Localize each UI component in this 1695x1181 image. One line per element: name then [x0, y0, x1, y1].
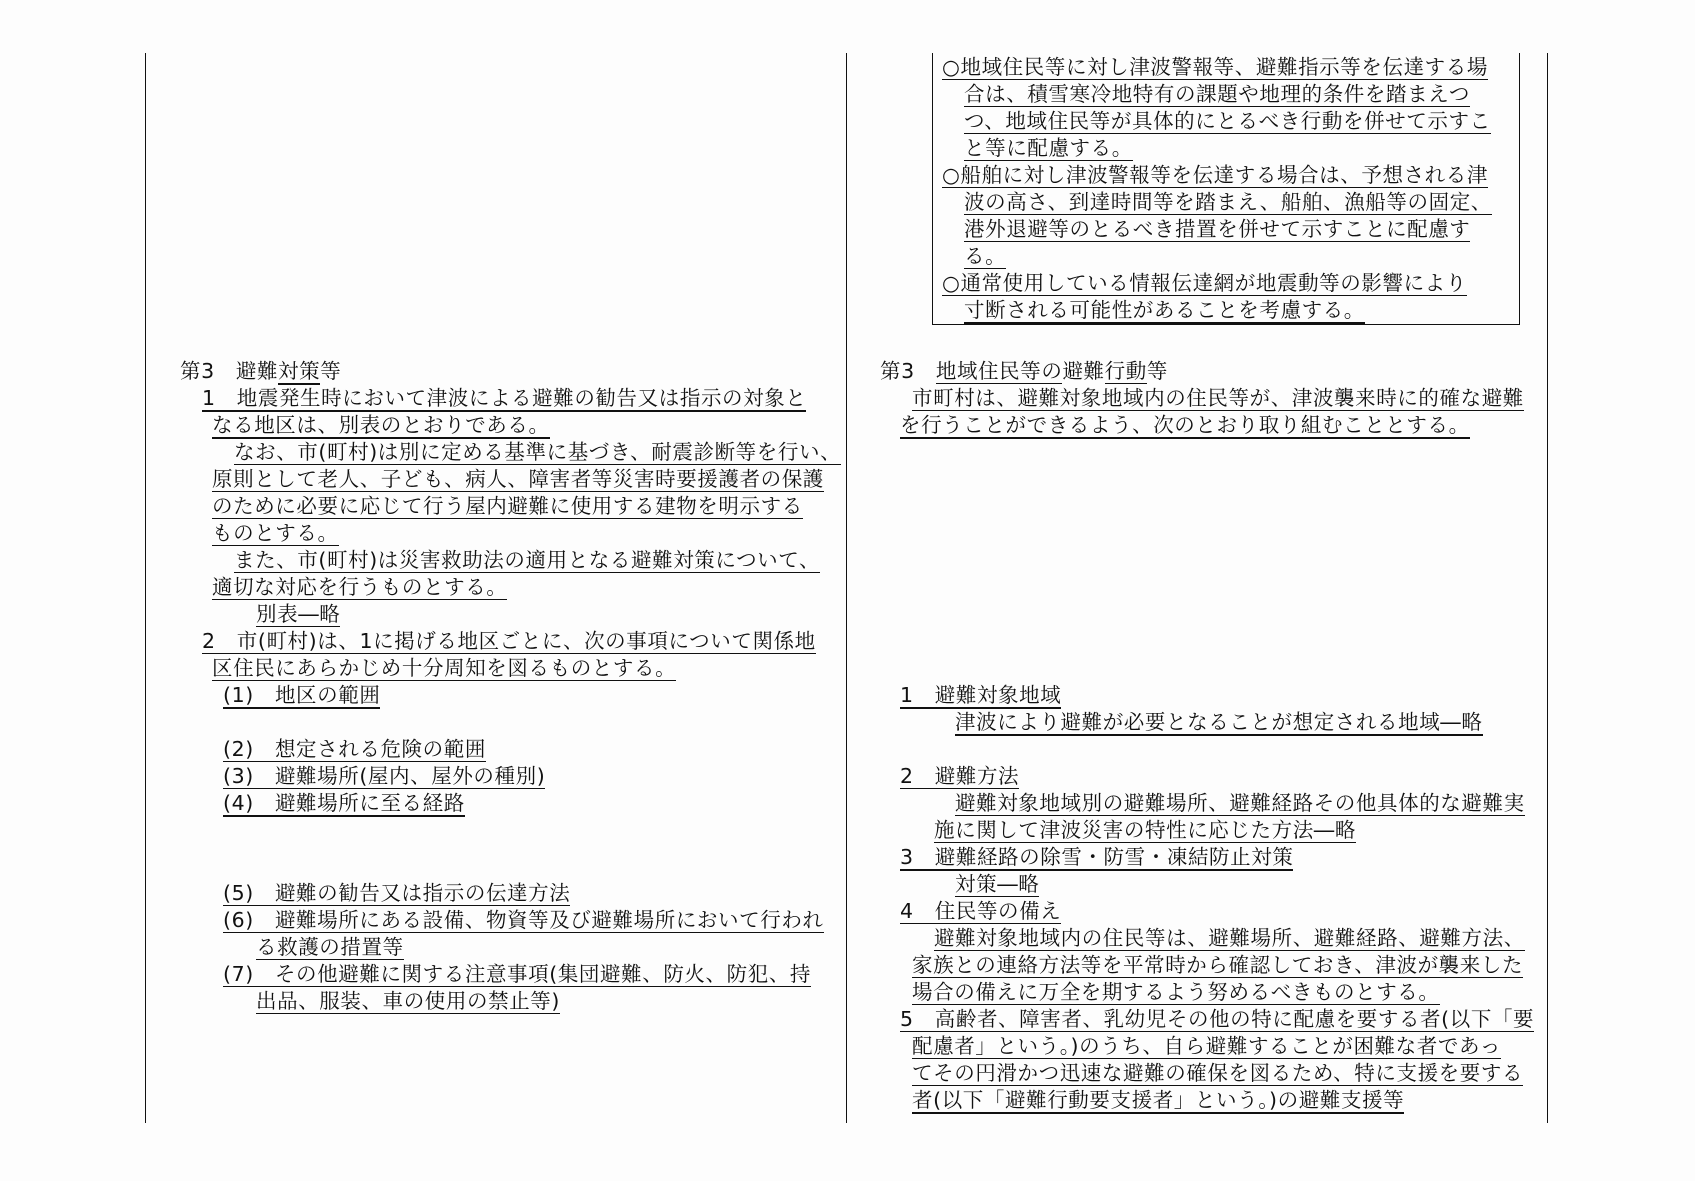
text-line: 2 市(町村)は、1に掲げる地区ごとに、次の事項について関係地 [202, 629, 816, 653]
text-line: (4) 避難場所に至る経路 [223, 791, 465, 815]
text-line: 者(以下「避難行動要支援者」という。)の避難支援等 [912, 1088, 1405, 1112]
text-line: を行うことができるよう、次のとおり取り組むこととする。 [900, 413, 1470, 437]
text-line: 4 住民等の備え [900, 899, 1062, 923]
text-line: 港外退避等のとるべき措置を併せて示すことに配慮す [964, 217, 1471, 241]
text-line: 5 高齢者、障害者、乳幼児その他の特に配慮を要する者(以下「要 [900, 1007, 1535, 1031]
text-line: 市町村は、避難対象地域内の住民等が、津波襲来時に的確な避難 [912, 386, 1524, 410]
heading-underlined-term: 対策 [278, 359, 321, 383]
text-line: (1) 地区の範囲 [223, 683, 381, 707]
text-line: 配慮者」という。)のうち、自ら避難することが困難な者であっ [912, 1034, 1501, 1058]
text-line: 区住民にあらかじめ十分周知を図るものとする。 [212, 656, 677, 680]
text-line: る救護の措置等 [256, 935, 404, 959]
text-line: と等に配慮する。 [964, 136, 1133, 160]
text-line: 場合の備えに万全を期するよう努めるべきものとする。 [912, 980, 1440, 1004]
text-line: 適切な対応を行うものとする。 [212, 575, 508, 599]
text-line: る。 [964, 244, 1007, 268]
text-line: ○地域住民等に対し津波警報等、避難指示等を伝達する場 [942, 55, 1488, 79]
text-line: ○船舶に対し津波警報等を伝達する場合は、予想される津 [942, 163, 1488, 187]
text-line: てその円滑かつ迅速な避難の確保を図るため、特に支援を要する [912, 1061, 1524, 1085]
center-column-divider [846, 53, 847, 1123]
text-line: (7) その他避難に関する注意事項(集団避難、防火、防犯、持 [223, 962, 812, 986]
text-line: 1 避難対象地域 [900, 683, 1062, 707]
text-line: 対策―略 [955, 872, 1040, 896]
text-line: (3) 避難場所(屋内、屋外の種別) [223, 764, 546, 788]
text-line: のために必要に応じて行う屋内避難に使用する建物を明示する [212, 494, 803, 518]
text-line: 出品、服装、車の使用の禁止等) [256, 989, 560, 1013]
text-line: なお、市(町村)は別に定める基準に基づき、耐震診断等を行い、 [234, 440, 842, 464]
text-line: なる地区は、別表のとおりである。 [212, 413, 550, 437]
text-line: 波の高さ、到達時間等を踏まえ、船舶、漁船等の固定、 [964, 190, 1492, 214]
text-line: 原則として老人、子ども、病人、障害者等災害時要援護者の保護 [212, 467, 824, 491]
text-line: 別表―略 [256, 602, 341, 626]
text-line: 2 避難方法 [900, 764, 1020, 788]
text-line: 避難対象地域別の避難場所、避難経路その他具体的な避難実 [955, 791, 1525, 815]
left-column-border [145, 53, 146, 1123]
text-line: 家族との連絡方法等を平常時から確認しておき、津波が襲来した [912, 953, 1524, 977]
text-line: 津波により避難が必要となることが想定される地域―略 [955, 710, 1483, 734]
right-section-heading: 第3 地域住民等の避難行動等 [880, 359, 1168, 383]
text-line: ものとする。 [212, 521, 339, 545]
text-line: ○通常使用している情報伝達網が地震動等の影響により [942, 271, 1467, 295]
text-line: (5) 避難の勧告又は指示の伝達方法 [223, 881, 571, 905]
text-line: また、市(町村)は災害救助法の適用となる避難対策について、 [234, 548, 821, 572]
text-line: 1 地震発生時において津波による避難の勧告又は指示の対象と [202, 386, 807, 410]
text-line: (6) 避難場所にある設備、物資等及び避難場所において行われ [223, 908, 824, 932]
left-section-heading: 第3 避難対策等 [180, 359, 342, 383]
text-line: (2) 想定される危険の範囲 [223, 737, 486, 761]
text-line: 寸断される可能性があることを考慮する。 [964, 298, 1365, 322]
text-line: つ、地域住民等が具体的にとるべき行動を併せて示すこ [964, 109, 1491, 133]
text-line: 施に関して津波災害の特性に応じた方法―略 [934, 818, 1356, 842]
text-line: 3 避難経路の除雪・防雪・凍結防止対策 [900, 845, 1294, 869]
right-column-border [1547, 53, 1548, 1123]
text-line: 避難対象地域内の住民等は、避難場所、避難経路、避難方法、 [934, 926, 1525, 950]
text-line: 合は、積雪寒冷地特有の課題や地理的条件を踏まえつ [964, 82, 1470, 106]
